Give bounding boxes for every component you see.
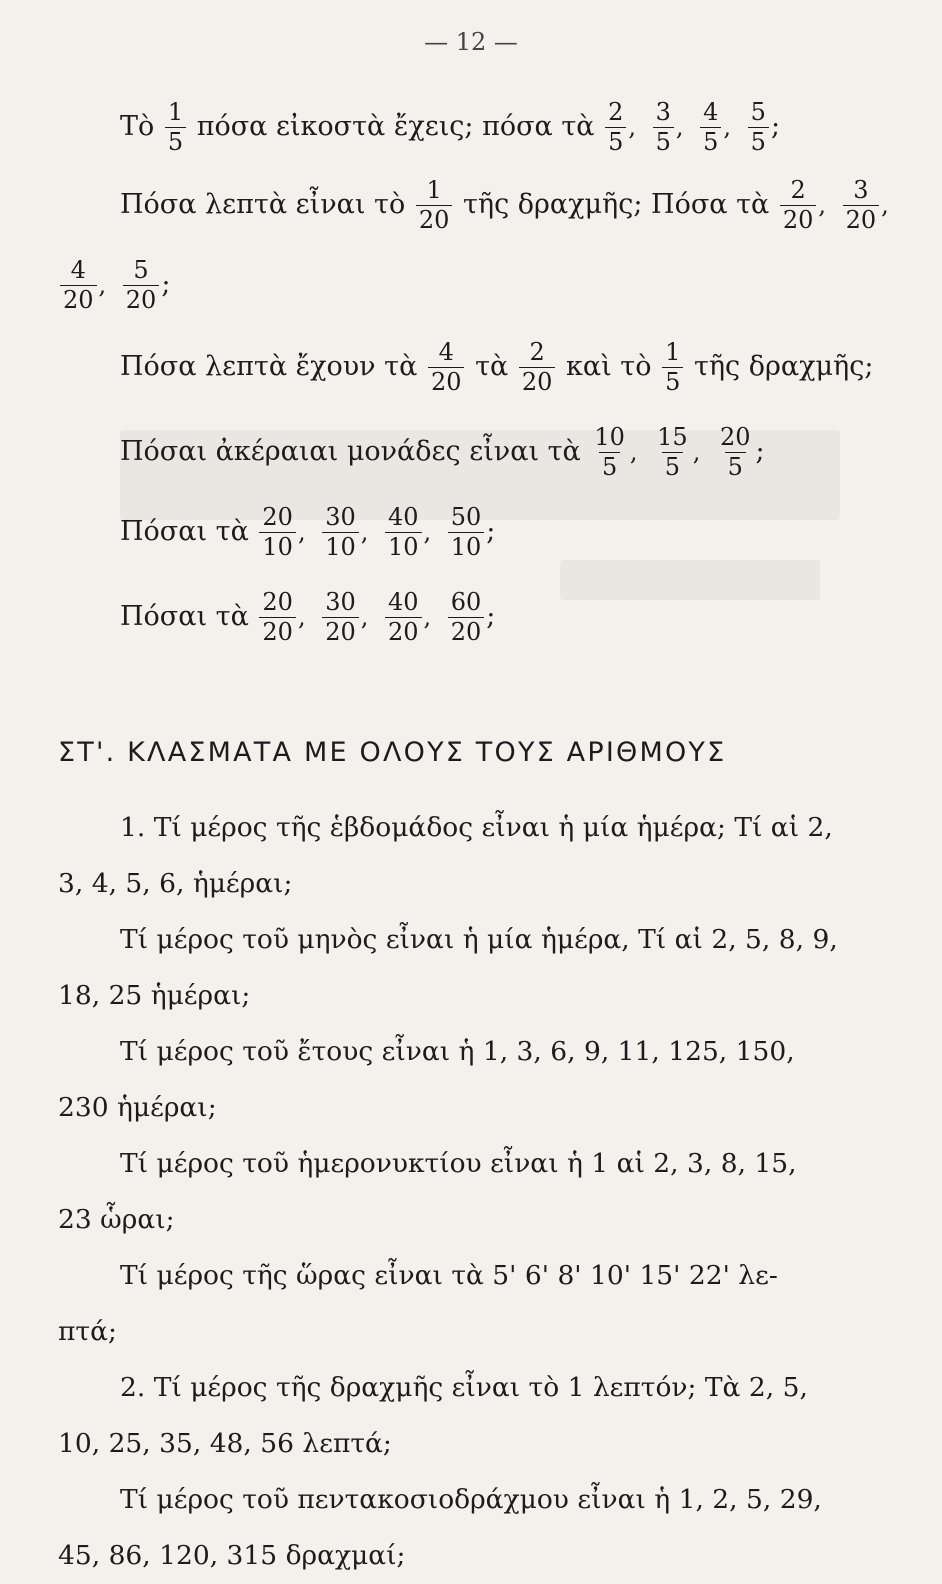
fraction: $\frac{1}{20}$ [416,178,453,233]
fraction: $\frac{2}{20}$ [780,178,817,233]
fraction: $\frac{40}{10}$ [385,505,422,560]
text-run: τῆς δραχμῆς; [693,351,874,383]
text-line: 230 ἡμέραι; [58,1092,217,1123]
fraction: $\frac{3}{5}$ [653,100,674,155]
fraction: $\frac{15}{5}$ [657,423,688,482]
exercise-text-block [58,800,858,1584]
section-heading: ΣΤ'. ΚΛΑΣΜΑΤΑ ΜΕ ΟΛΟΥΣ ΤΟΥΣ ΑΡΙΘΜΟΥΣ [58,737,727,768]
exercise-line-3 [120,340,873,395]
fraction: $\frac{20}{10}$ [259,505,296,560]
fraction: $\frac{20}{20}$ [259,590,296,645]
fraction: $\frac{50}{10}$ [448,505,485,560]
paragraph [58,1360,858,1472]
paragraph [58,800,858,912]
text-line: 2. Τί μέρος τῆς δραχμῆς εἶναι τὸ 1 λεπτόν; Τὰ 2, 5, [120,1372,808,1403]
text-line: 3, 4, 5, 6, ἡμέραι; [58,868,293,899]
fraction: $\frac{2}{5}$ [605,100,626,155]
fraction: $\frac{3}{20}$ [843,178,880,233]
text-run: τῆς δραχμῆς; Πόσα τὰ [462,189,770,221]
text-run: καὶ τὸ [565,351,652,383]
fraction: $\frac{1}{5}$ [165,100,186,155]
paragraph [58,1472,858,1584]
text-run: Πόσα λεπτὰ ἔχουν τὰ [120,351,418,383]
text-line: Τί μέρος τῆς ὥρας εἶναι τὰ 5' 6' 8' 10' 15' 22' λε- [120,1260,778,1291]
text-line: 18, 25 ἡμέραι; [58,980,251,1011]
text-line: Τί μέρος τοῦ πεντακοσιοδράχμου εἶναι ἡ 1, 2, 5, 29, [120,1484,822,1515]
exercise-line-2-cont: $\frac{4}{20}$ , $\frac{5}{20}$ ; [58,258,170,313]
page-number: — 12 — [424,28,518,56]
text-line: Τί μέρος τοῦ ἔτους εἶναι ἡ 1, 3, 6, 9, 11, 125, 150, [120,1036,795,1067]
text-run: πόσα εἰκοστὰ ἔχεις; πόσα τὰ [196,111,595,143]
exercise-line-6: Πόσαι τὰ $\frac{20}{20}$ , $\frac{30}{20}$ , $\frac{40}{20}$ , $\frac{60}{20}$ ; [120,588,496,647]
fraction: $\frac{4}{20}$ [428,340,465,395]
text-line: πτά; [58,1316,117,1347]
text-run: τὰ [475,351,509,383]
text-run: Πόσαι τὰ [120,601,249,633]
text-run: Πόσα λεπτὰ εἶναι τὸ [120,189,406,221]
text-line: 23 ὧραι; [58,1204,175,1235]
exercise-line-1: Τὸ $\frac{1}{5}$ πόσα εἰκοστὰ ἔχεις; πόσα τὰ $\frac{2}{5}$ , $\frac{3}{5}$ , $\frac{4}{5}$ , $\frac{5}{5}$ ; [120,98,781,157]
fraction: $\frac{5}{5}$ [748,100,769,155]
text-run: Πόσαι ἀκέραιαι μονάδες εἶναι τὰ [120,436,581,468]
text-run: Πόσαι τὰ [120,516,249,548]
fraction: $\frac{2}{20}$ [519,340,556,395]
fraction: $\frac{10}{5}$ [594,423,625,482]
text-run: Τὸ [120,111,155,143]
fraction: $\frac{60}{20}$ [448,590,485,645]
fraction: $\frac{40}{20}$ [385,590,422,645]
text-line: Τί μέρος τοῦ μηνὸς εἶναι ἡ μία ἡμέρα, Τί αἱ 2, 5, 8, 9, [120,924,838,955]
fraction: $\frac{4}{20}$ [60,258,97,313]
paragraph [58,1136,858,1248]
exercise-line-2: Πόσα λεπτὰ εἶναι τὸ $\frac{1}{20}$ τῆς δραχμῆς; Πόσα τὰ $\frac{2}{20}$ , $\frac{3}{20}$ , [120,176,889,235]
paragraph [58,912,858,1024]
text-line: Τί μέρος τοῦ ἡμερονυκτίου εἶναι ἡ 1 αἱ 2, 3, 8, 15, [120,1148,797,1179]
fraction: $\frac{30}{20}$ [322,590,359,645]
paragraph [58,1248,858,1360]
exercise-line-4: Πόσαι ἀκέραιαι μονάδες εἶναι τὰ $\frac{10}{5}$ , $\frac{15}{5}$ , $\frac{20}{5}$ ; [120,423,765,482]
text-line: 1. Τί μέρος τῆς ἑβδομάδος εἶναι ἡ μία ἡμέρα; Τί αἱ 2, [120,812,833,843]
fraction: $\frac{30}{10}$ [322,505,359,560]
fraction: $\frac{20}{5}$ [719,423,751,482]
text-line: 45, 86, 120, 315 δραχμαί; [58,1540,406,1571]
fraction: $\frac{4}{5}$ [700,100,721,155]
exercise-line-5: Πόσαι τὰ $\frac{20}{10}$ , $\frac{30}{10}$ , $\frac{40}{10}$ , $\frac{50}{10}$ ; [120,503,496,562]
fraction: $\frac{5}{20}$ [123,258,160,313]
paragraph [58,1024,858,1136]
fraction: $\frac{1}{5}$ [662,340,683,395]
text-line: 10, 25, 35, 48, 56 λεπτά; [58,1428,392,1459]
